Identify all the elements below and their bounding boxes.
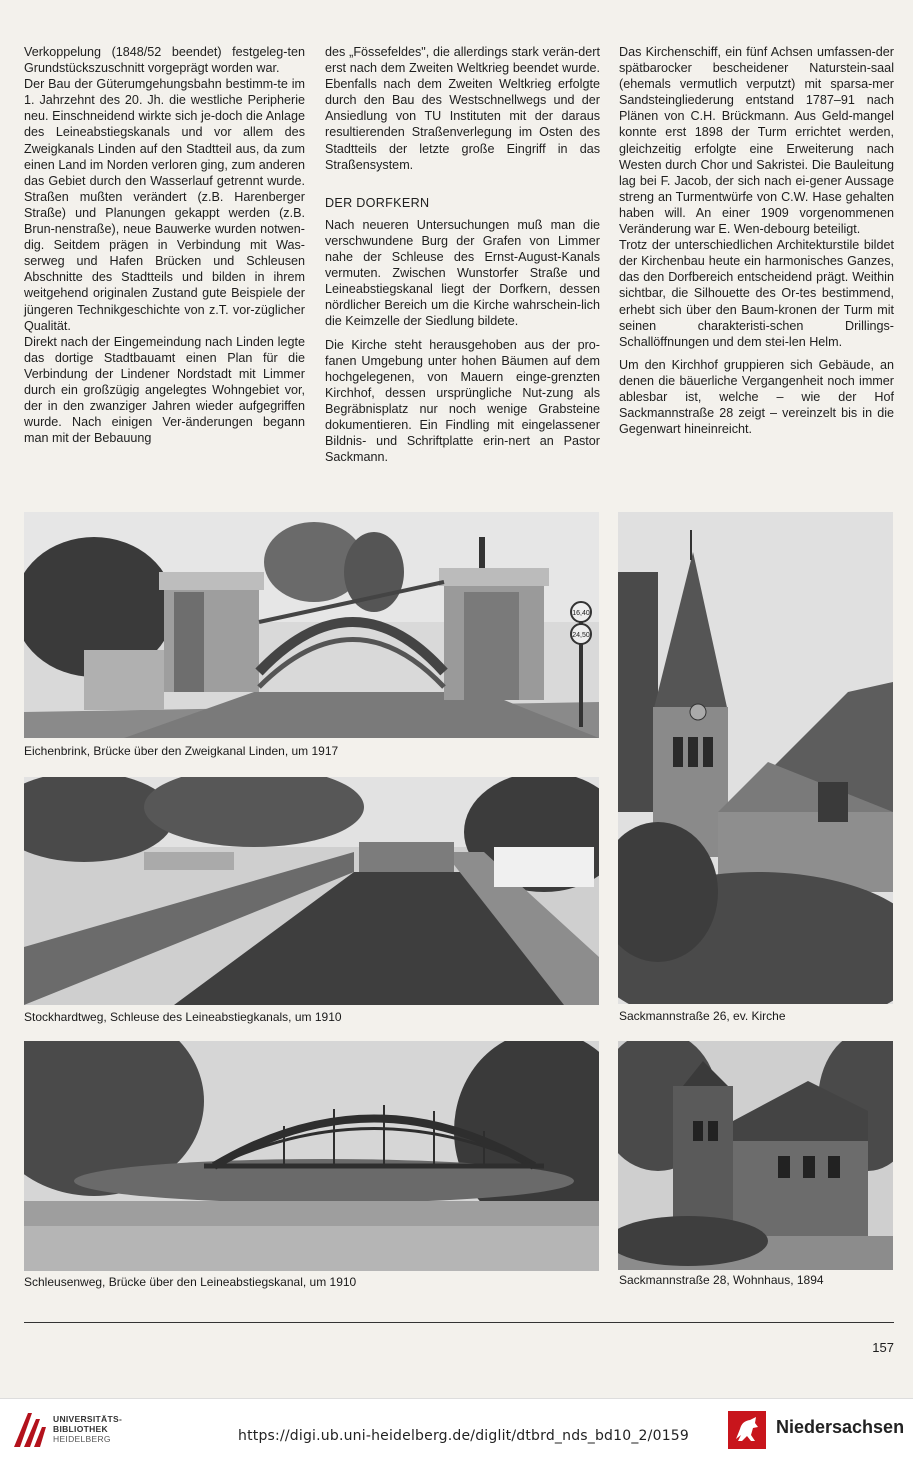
source-url-link[interactable]: https://digi.ub.uni-heidelberg.de/diglit/dtbrd_nds_bd10_2/0159 xyxy=(238,1428,690,1444)
page-number: 157 xyxy=(872,1340,894,1355)
paragraph: Nach neueren Untersuchungen muß man die verschwundene Burg der Grafen von Limmer nahe der Schleuse des Ernst-August-Kanals vermuten. Zwischen Wunstorfer Straße und Leineabstiegskanal liegt der Dorfkern, dessen nördlicher Bereich um die Kirche wahrschein-lich die Keimzelle der Siedlung bildete. xyxy=(325,217,600,329)
text-column-3 xyxy=(619,44,894,437)
paragraph: Trotz der unterschiedlichen Architekturstile bildet der Kirchenbau heute ein harmonisches Ganzes, das den Dorfbereich entscheidend prägt. Weithin sichtbar, die Silhouette des Or-tes bestimmend, erhebt sich über den Baum-kronen der Turm mit seinen charakteristi-schen Drillings-Schallöffnungen und dem stei-len Helm. xyxy=(619,238,894,349)
university-line-1: UNIVERSITÄTS- xyxy=(53,1414,123,1424)
photo-sackmann-house xyxy=(618,1041,893,1270)
caption-church: Sackmannstraße 26, ev. Kirche xyxy=(619,1009,786,1023)
footer-rule xyxy=(24,1322,894,1323)
paragraph: Das Kirchenschiff, ein fünf Achsen umfassen-der spätbarocker bescheidener Naturstein-saal (ehemals vermutlich verputzt) mit sparsa-mer Sandsteingliederung entstand 1787–91 nach Plänen von C.H. Brückmann. Aus Geld-mangel konnte erst 1898 der Turm errichtet werden, gleichzeitig erfolgte eine Erweiterung nach Westen durch Chor und Sakristei. Die Bauleitung lag bei F. Jacob, der sich nach ei-gener Aussage streng an Turmentwürfe von C.W. Hase gehalten haben will. An einer 1909 vorgenommenen Veränderung war E. Wen-debourg beteiligt. xyxy=(619,45,894,237)
section-heading: DER DORFKERN xyxy=(325,195,430,210)
paragraph: des „Fössefeldes", die allerdings stark verän-dert erst nach dem Zweiten Weltkrieg beendet wurde. Ebenfalls nach dem Zweiten Weltkrieg erfolgte durch den Bau des Westschnellwegs und der Ansiedlung von TU Instituten mit der daraus resultierenden Straßenverlegung im Osten des Stadtteils der letzte große Eingriff in das Straßensystem. xyxy=(325,45,600,172)
caption-house: Sackmannstraße 28, Wohnhaus, 1894 xyxy=(619,1273,824,1287)
university-name xyxy=(53,1414,122,1444)
photo-stockhardtweg-lock xyxy=(24,777,599,1005)
university-line-3: HEIDELBERG xyxy=(53,1434,111,1444)
photo-schleusenweg-bridge xyxy=(24,1041,599,1271)
lock-photo-graphic xyxy=(24,777,599,1005)
text-column-2 xyxy=(325,44,600,465)
paragraph: Um den Kirchhof gruppieren sich Gebäude, an denen die bäuerliche Vergangenheit noch immer ablesbar ist, welche – wie der Hof Sackmannstraße 28 zeigt – vereinzelt bis in die Gegenwart hineinreicht. xyxy=(619,357,894,437)
horse-logo-icon xyxy=(728,1411,766,1449)
caption-bridge1: Eichenbrink, Brücke über den Zweigkanal Linden, um 1917 xyxy=(24,744,339,758)
university-line-2: BIBLIOTHEK xyxy=(53,1424,108,1434)
paragraph: Die Kirche steht herausgehoben aus der pro-fanen Umgebung unter hohen Bäumen auf dem hochgelegenen, von Mauern einge-grenzten Kirchhof, dessen ursprüngliche Nut-zung als Begräbnisplatz nur noch wenige Grabsteine dokumentieren. Ein Findling mit eingelassener Bildnis- und Schriftplatte erin-nert an Pastor Sackmann. xyxy=(325,337,600,465)
sign-text-top: 16,40 xyxy=(572,610,590,617)
text-column-1 xyxy=(24,44,305,446)
church-photo-graphic xyxy=(618,512,893,1004)
house-photo-graphic xyxy=(618,1041,893,1270)
bridge2-photo-graphic xyxy=(24,1041,599,1271)
bridge-photo-graphic xyxy=(24,512,599,738)
caption-lock: Stockhardtweg, Schleuse des Leineabstiegkanals, um 1910 xyxy=(24,1010,342,1024)
paragraph: Der Bau der Güterumgehungsbahn bestimm-te im 1. Jahrzehnt des 20. Jh. die westliche Peripherie neu. Einschneidend wirkte sich je-doch die Anlage des Leineabstiegskanals und vor allem des Zweigkanals Linden auf den Stadtteil aus, da zum einen Land im Norden verloren ging, zum anderen das Gebiet durch den Wasserlauf getrennt wurde. Straßen mußten verändert (z.B. Harenberger Straße) und Planungen gekappt werden (z.B. Brun-nenstraße), neue Bauwerke wurden notwen-dig. Seitdem prägen in Verbindung mit Was-serweg und Hafen Brücken und Schleusen Abschnitte des Stadtteils und bilden in ihrem weitgehend originalen Zustand gute Beispiele der jüngeren Technikgeschichte von z.T. vor-züglicher Qualität. xyxy=(24,77,305,333)
niedersachsen-brand[interactable]: Niedersachsen xyxy=(776,1417,905,1437)
paragraph: Verkoppelung (1848/52 beendet) festgeleg-ten Grundstückszuschnitt vorgeprägt worden war. xyxy=(24,45,305,76)
paragraph: Direkt nach der Eingemeindung nach Linden legte das dortige Stadtbauamt einen Plan für die Verbindung der Lindener Nordstadt mit Limmer durch ein großzügig angelegtes Wohngebiet vor, der in den zwanziger Jahren wieder aufgegriffen wurde. Nach einigen Ver-änderungen begann man mit der Bebauung xyxy=(24,334,305,446)
digitization-footer xyxy=(0,1398,913,1462)
photo-eichenbrink-bridge xyxy=(24,512,599,738)
photo-church xyxy=(618,512,893,1004)
caption-bridge2: Schleusenweg, Brücke über den Leineabstiegskanal, um 1910 xyxy=(24,1275,357,1289)
sign-text-bottom: 24,50 xyxy=(572,632,590,639)
university-logo-icon xyxy=(10,1409,48,1449)
